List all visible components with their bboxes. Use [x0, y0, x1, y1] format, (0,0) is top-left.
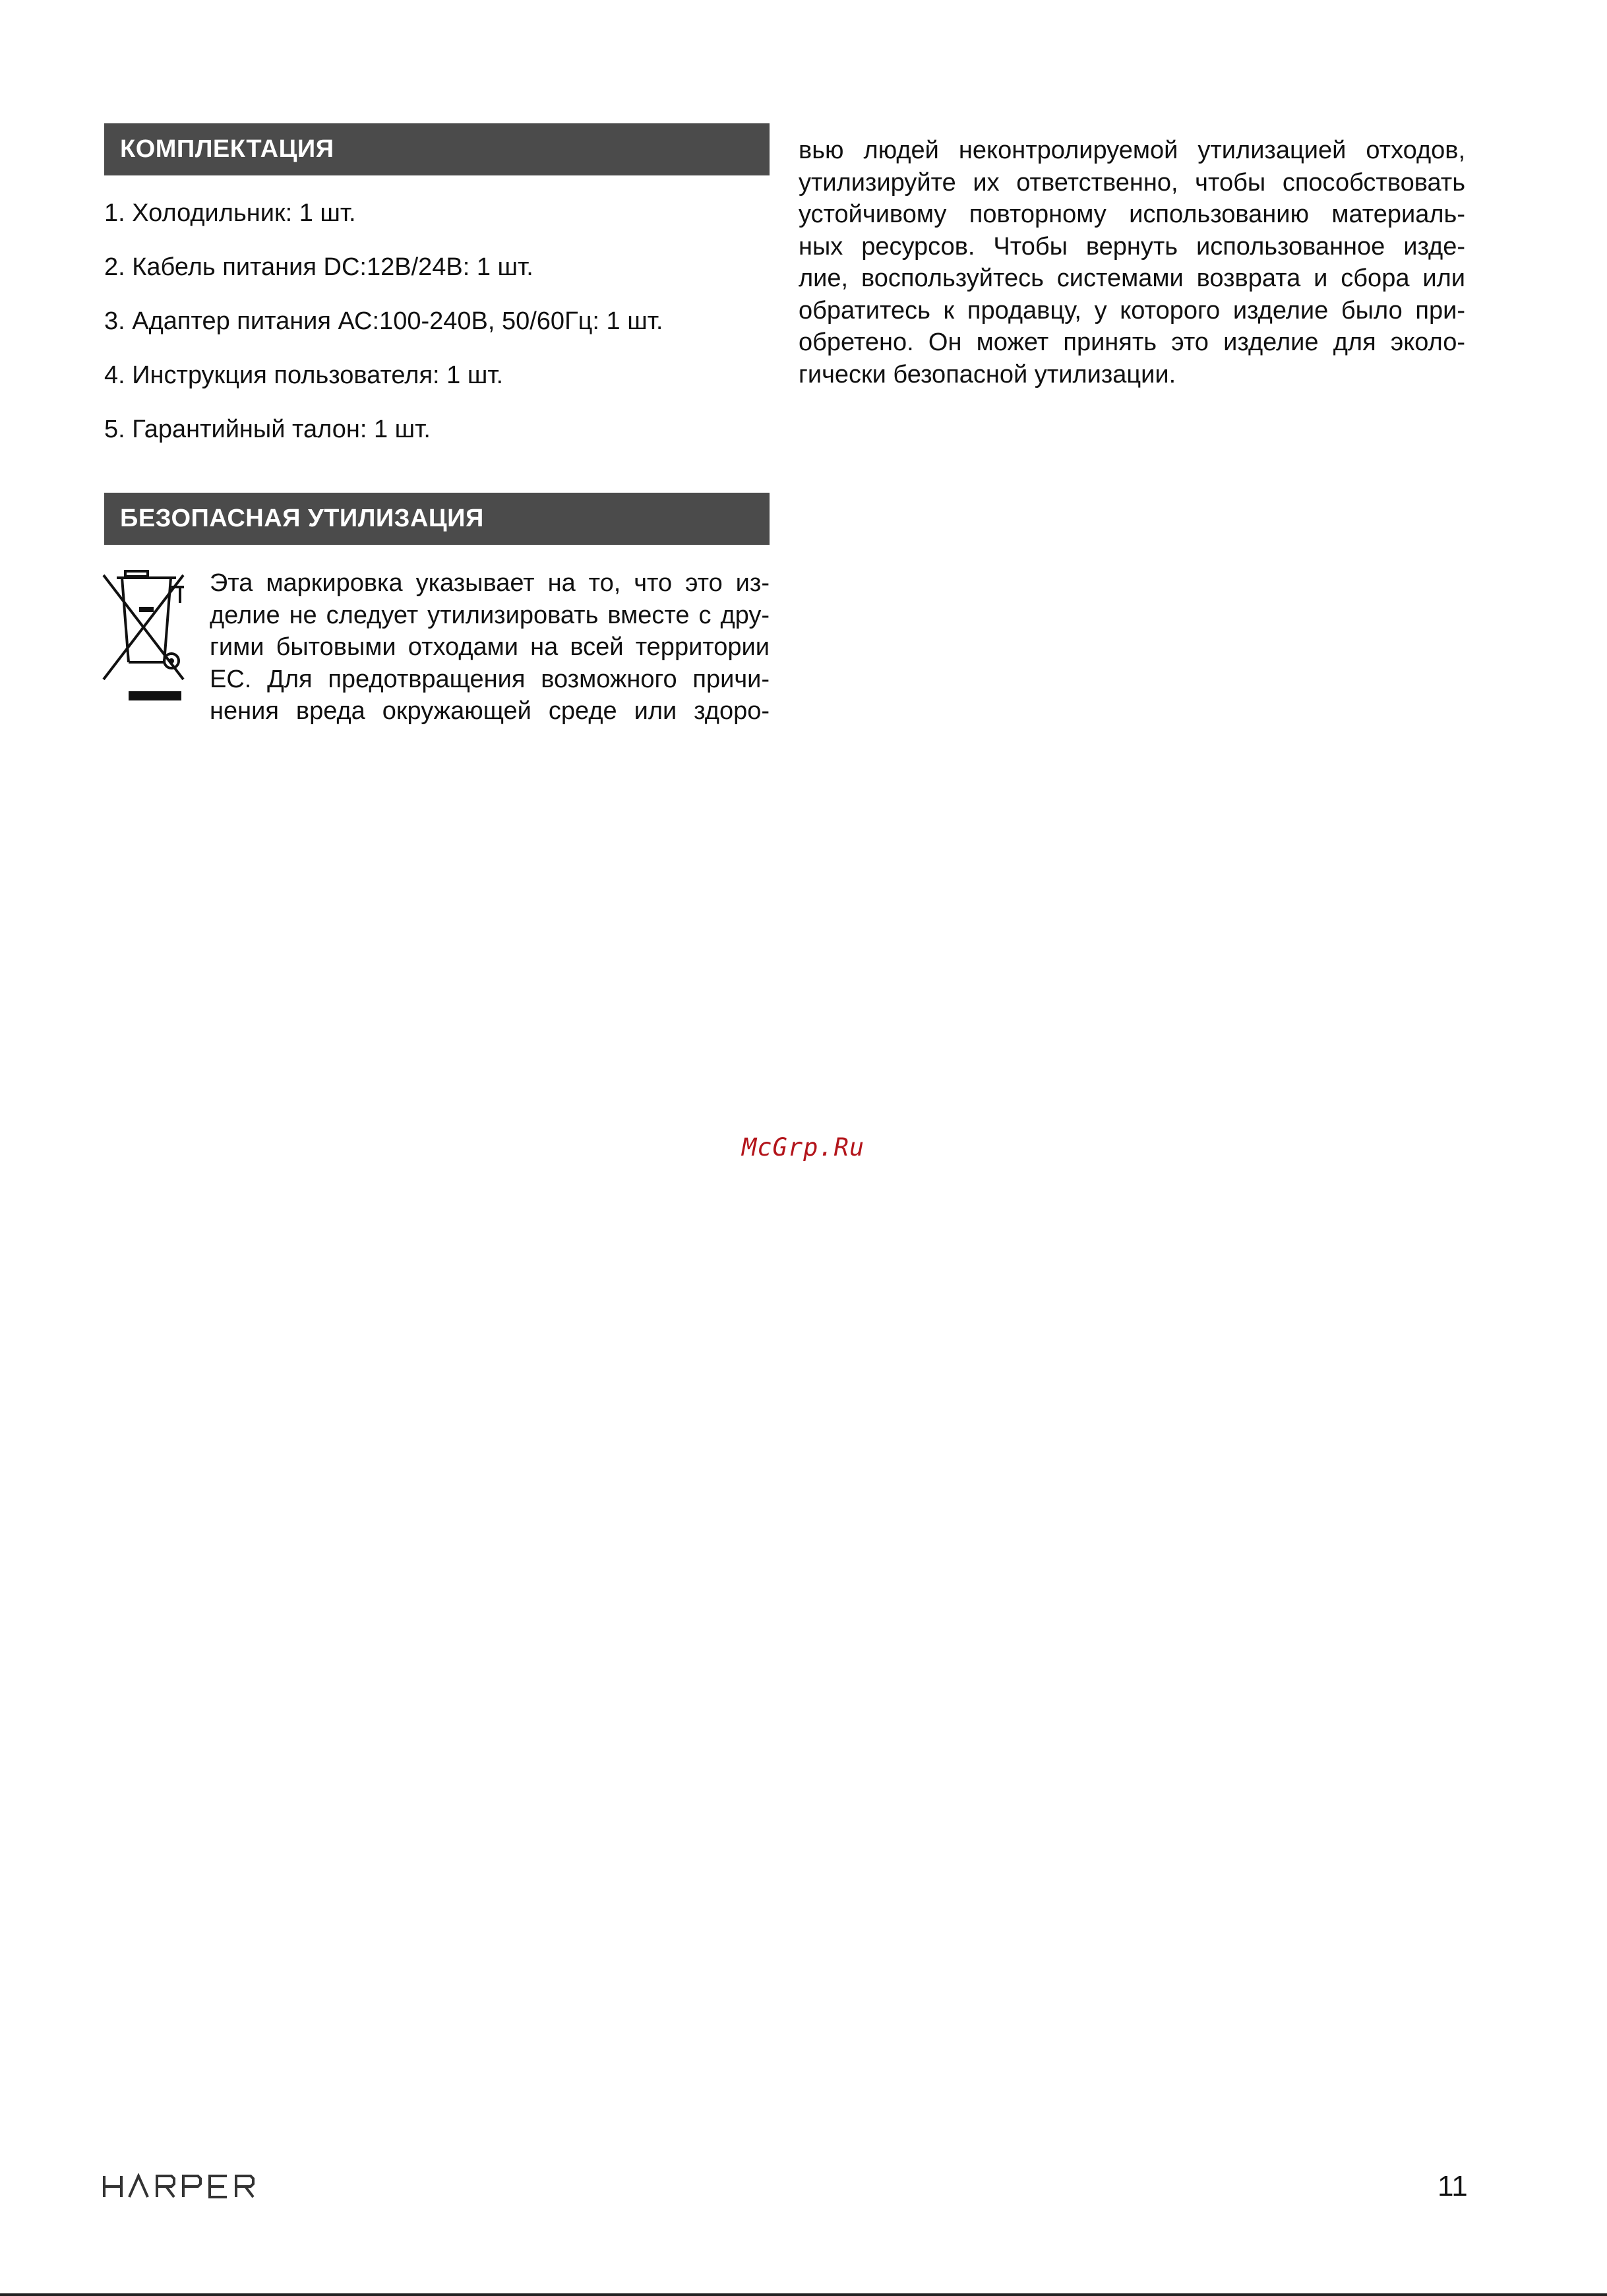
- text-line: вью людей неконтролируемой утилизацией отходов,: [799, 137, 1465, 164]
- text-line: гически безопасной утилизации.: [799, 360, 1176, 388]
- text-line: утилизируйте их ответственно, чтобы способствовать: [799, 168, 1465, 197]
- section-header-disposal: БЕЗОПАСНАЯ УТИЛИЗАЦИЯ: [104, 493, 770, 545]
- list-item: 5. Гарантийный талон: 1 шт.: [104, 416, 431, 443]
- disposal-text-left: [210, 567, 770, 728]
- text-line: гими бытовыми отходами на всей территории: [210, 633, 770, 661]
- crossed-out-wheelie-bin-icon: [102, 569, 185, 704]
- harper-logo: [103, 2173, 261, 2200]
- text-line: делие не следует утилизировать вместе с дру-: [210, 601, 770, 629]
- list-item: 2. Кабель питания DC:12В/24В: 1 шт.: [104, 253, 533, 281]
- text-line: лие, воспользуйтесь системами возврата и сбора или: [799, 264, 1465, 292]
- text-line: обратитесь к продавцу, у которого изделие было при-: [799, 296, 1465, 325]
- text-line: ных ресурсов. Чтобы вернуть использованное изде-: [799, 232, 1465, 261]
- text-line: ЕС. Для предотвращения возможного причи-: [210, 665, 770, 693]
- list-item: 3. Адаптер питания АС:100-240В, 50/60Гц: 1 шт.: [104, 307, 663, 335]
- section-header-kit: КОМПЛЕКТАЦИЯ: [104, 123, 770, 175]
- kit-list: [104, 190, 663, 460]
- list-item: 4. Инструкция пользователя: 1 шт.: [104, 361, 504, 389]
- text-line: обретено. Он может принять это изделие для эколо-: [799, 328, 1465, 356]
- page-number: 11: [1438, 2170, 1468, 2202]
- text-line: нения вреда окружающей среде или здоро-: [210, 697, 770, 725]
- bottom-rule: [0, 2293, 1607, 2296]
- watermark: McGrp.Ru: [742, 1133, 865, 1162]
- list-item: 1. Холодильник: 1 шт.: [104, 199, 356, 227]
- disposal-text-right: [799, 135, 1465, 390]
- text-line: Эта маркировка указывает на то, что это из-: [210, 569, 770, 597]
- text-line: устойчивому повторному использованию материаль-: [799, 201, 1465, 228]
